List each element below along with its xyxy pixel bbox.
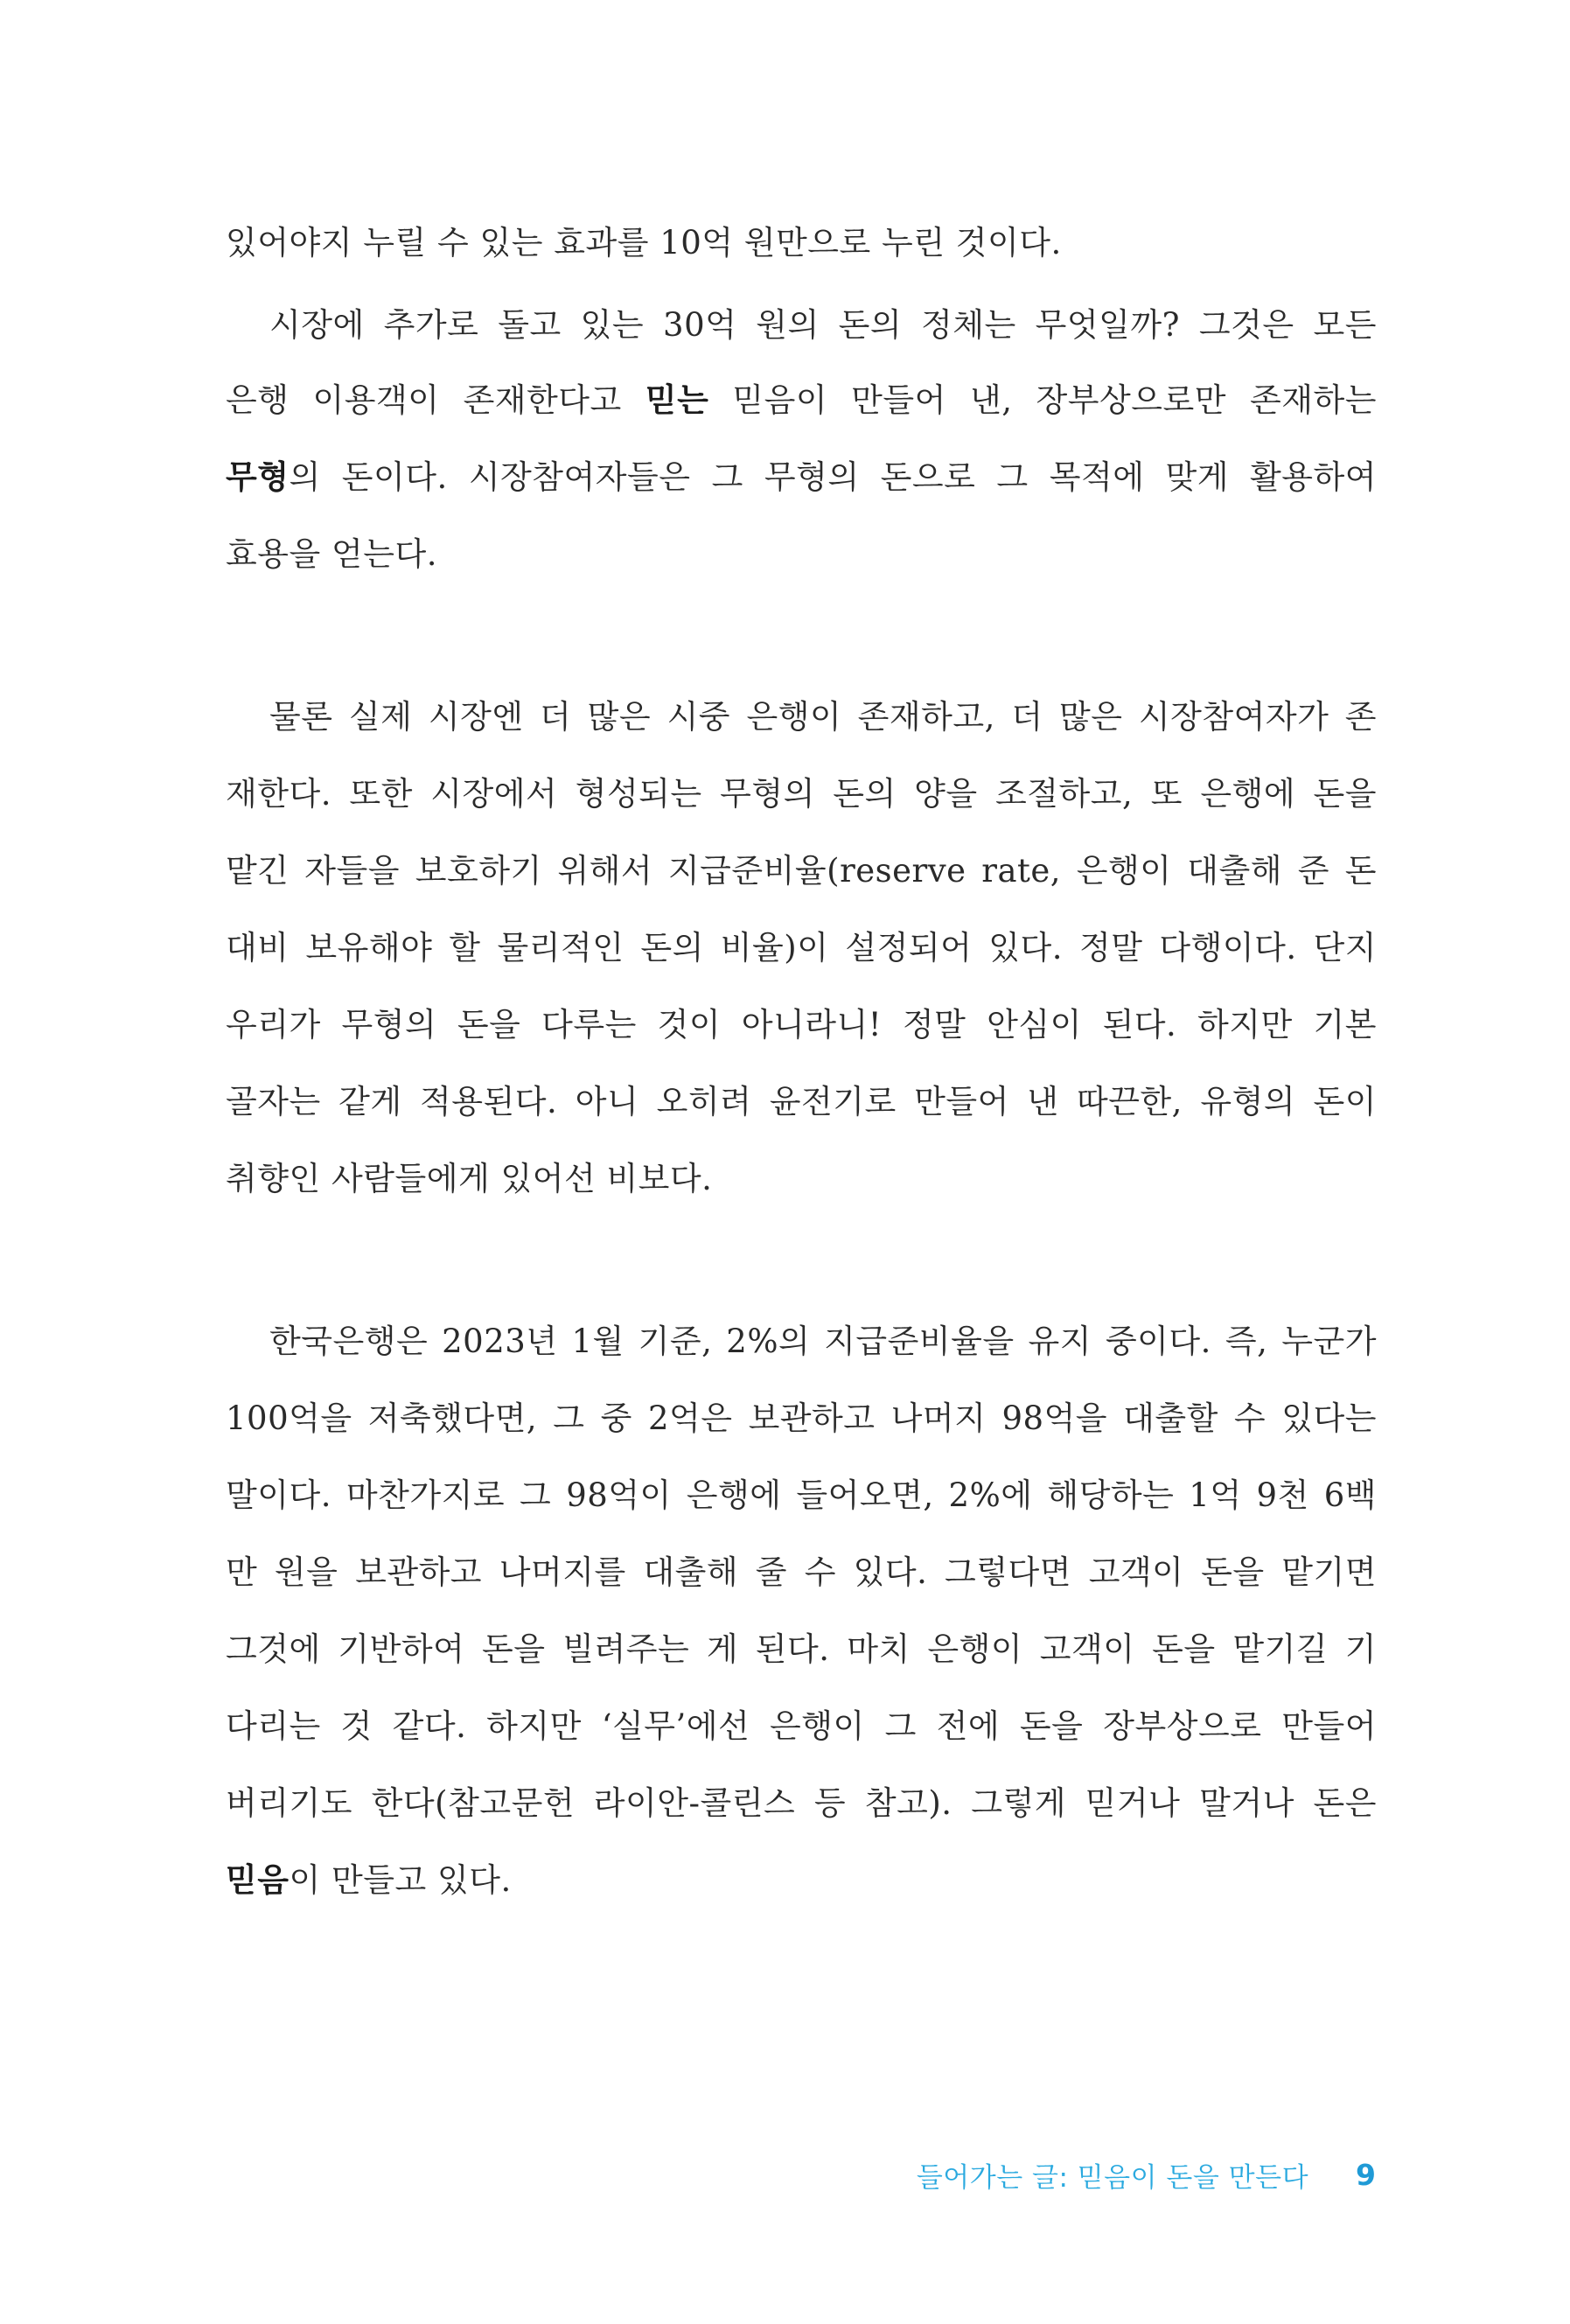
text-run: 한국은행은 2023년 1월 기준, 2%의 지급준비율을 유지 중이다. 즉, 누군가: [269, 1323, 1377, 1360]
bold-emphasis: 무형: [226, 458, 290, 496]
text-run: 버리기도 한다(참고문헌 라이안-콜린스 등 참고). 그렇게 믿거나 말거나 돈은: [226, 1784, 1377, 1822]
running-footer: [917, 2148, 1376, 2201]
footer-chapter-title: 들어가는 글: 믿음이 돈을 만든다: [916, 2161, 1309, 2194]
text-run: 다리는 것 같다. 하지만 ‘실무’에선 은행이 그 전에 돈을 장부상으로 만들어: [226, 1707, 1377, 1745]
bold-emphasis: 믿는: [645, 381, 709, 419]
bold-emphasis: 믿음: [226, 1861, 290, 1899]
text-run: 취향인 사람들에게 있어선 비보다.: [226, 1160, 713, 1197]
text-line: [226, 1302, 1377, 1382]
text-line: [226, 203, 1377, 283]
text-line: [226, 1455, 1377, 1536]
text-run: 은행 이용객이 존재한다고: [226, 381, 645, 419]
text-run: 물론 실제 시장엔 더 많은 시중 은행이 존재하고, 더 많은 시장참여자가 존: [269, 698, 1377, 736]
text-run: 골자는 같게 적용된다. 아니 오히려 윤전기로 만들어 낸 따끈한, 유형의 돈이: [226, 1083, 1377, 1120]
text-run: 재한다. 또한 시장에서 형성되는 무형의 돈의 양을 조절하고, 또 은행에 돈을: [226, 775, 1377, 813]
text-line: [226, 908, 1377, 988]
text-line: [226, 985, 1377, 1065]
text-run: 100억을 저축했다면, 그 중 2억은 보관하고 나머지 98억을 대출할 수 있다는: [226, 1399, 1377, 1437]
text-run: 시장에 추가로 돌고 있는 30억 원의 돈의 정체는 무엇일까? 그것은 모든: [269, 306, 1377, 344]
text-run: 의 돈이다. 시장참여자들은 그 무형의 돈으로 그 목적에 맞게 활용하여: [289, 458, 1377, 496]
text-line: [226, 360, 1377, 441]
page-number: 9: [1356, 2157, 1376, 2192]
text-line: [226, 1840, 1377, 1921]
text-run: 말이다. 마찬가지로 그 98억이 은행에 들어오면, 2%에 해당하는 1억 9천 6백: [226, 1476, 1377, 1514]
text-line: [226, 1378, 1377, 1459]
text-line: [226, 1062, 1377, 1142]
text-line: [226, 1532, 1377, 1613]
text-line: [226, 285, 1377, 366]
text-line: [226, 437, 1377, 518]
text-line: [226, 1609, 1377, 1690]
text-line: [226, 1139, 1377, 1219]
text-run: 대비 보유해야 할 물리적인 돈의 비율)이 설정되어 있다. 정말 다행이다. 단지: [226, 929, 1377, 967]
text-line: [226, 514, 1377, 595]
text-run: 맡긴 자들을 보호하기 위해서 지급준비율(reserve rate, 은행이 대출해 준 돈: [226, 852, 1377, 890]
text-line: [226, 831, 1377, 911]
text-run: 있어야지 누릴 수 있는 효과를 10억 원만으로 누린 것이다.: [226, 224, 1062, 262]
text-line: [226, 1763, 1377, 1844]
text-run: 그것에 기반하여 돈을 빌려주는 게 된다. 마치 은행이 고객이 돈을 맡기길 기: [226, 1630, 1377, 1668]
text-run: 이 만들고 있다.: [289, 1861, 512, 1899]
text-line: [226, 1686, 1377, 1767]
text-run: 효용을 얻는다.: [226, 535, 437, 573]
text-line: [226, 754, 1377, 834]
text-run: 우리가 무형의 돈을 다루는 것이 아니라니! 정말 안심이 된다. 하지만 기본: [226, 1006, 1377, 1043]
text-line: [226, 677, 1377, 757]
text-run: 믿음이 만들어 낸, 장부상으로만 존재하는: [708, 381, 1377, 419]
text-run: 만 원을 보관하고 나머지를 대출해 줄 수 있다. 그렇다면 고객이 돈을 맡기면: [226, 1553, 1377, 1591]
